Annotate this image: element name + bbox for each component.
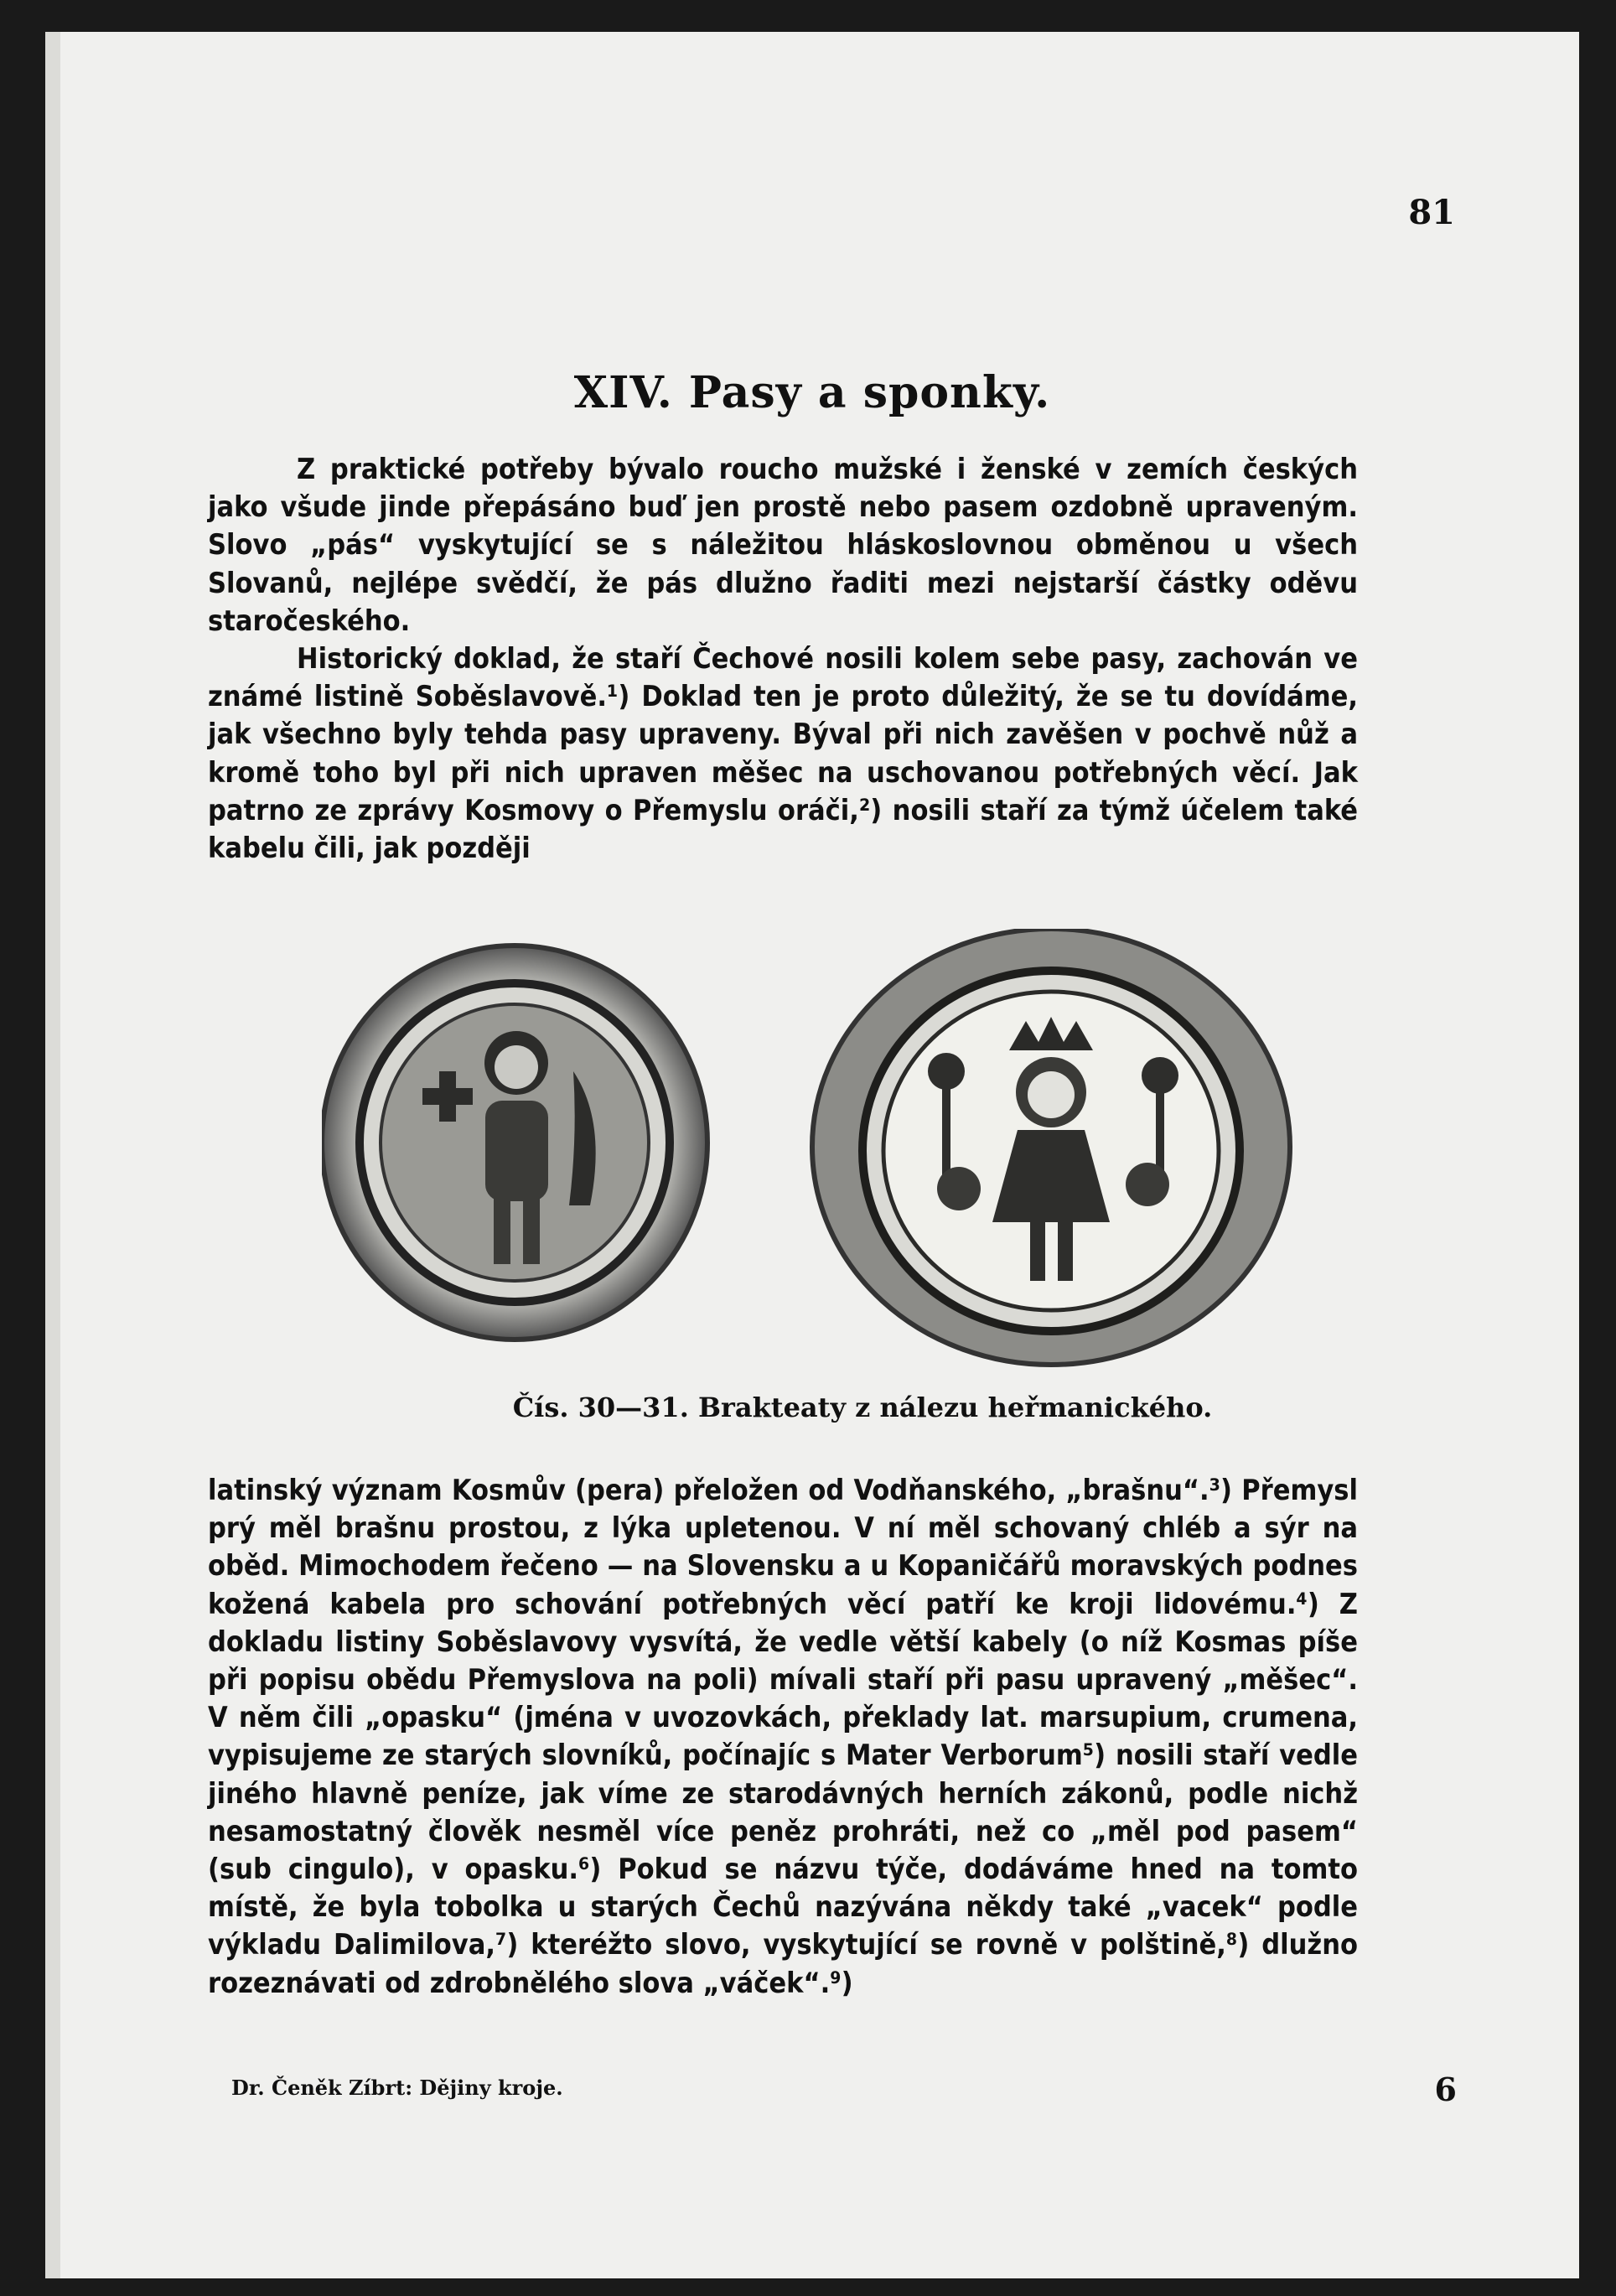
- paragraph: latinský význam Kosmův (pera) přeložen od Vodňanského, „brašnu“.³) Přemysl prý měl brašnu prostou, z lýka upletenou. V ní měl schovaný chléb a sýr na oběd. Mimochodem řečeno — na Slovensku a u Kopaničářů moravských podnes kožená kabela pro schování potřebných věcí patří ke kroji lidovému.⁴) Z dokladu listiny Soběslavovy vysvítá, že vedle větší kabely (o níž Kosmas píše při popisu obědu Přemyslova na poli) mívali staří při pasu upravený „měšec“. V něm čili „opasku“ (jména v uvozovkách, překlady lat. marsupium, crumena, vypisujeme ze starých slovníků, počínajíc s Mater Verborum⁵) nosili staří vedle jiného hlavně peníze, jak víme ze starodávných herních zákonů, podle nichž nesamostatný člověk nesměl více peněz prohráti, než co „měl pod pasem“ (sub cingulo), v opasku.⁶) Pokud se názvu týče, dodáváme hned na tomto místě, že byla tobolka u starých Čechů nazývána někdy také „vacek“ podle výkladu Dalimilova,⁷) kteréžto slovo, vyskytující se rovně v polštině,⁸) dlužno rozeznávati od zdrobnělého slova „váček“.⁹): [208, 1474, 1358, 2000]
- bracteate-coin-left: [322, 946, 707, 1340]
- figure-bracteates: [322, 929, 1294, 1381]
- bracteate-coin-right: [812, 929, 1290, 1365]
- paragraph: Historický doklad, že staří Čechové nosili kolem sebe pasy, zachován ve známé listině Soběslavově.¹) Doklad ten je proto důležitý, že se tu dovídáme, jak všechno byly tehda pasy upraveny. Býval při nich zavěšen v pochvě nůž a kromě toho byl při nich upraven měšec na uschovanou potřebných věcí. Jak patrno ze zprávy Kosmovy o Přemyslu oráči,²) nosili staří za týmž účelem také kabelu čili, jak později: [208, 642, 1358, 866]
- figure-caption: Čís. 30—31. Brakteaty z nálezu heřmanického.: [512, 1392, 1213, 1423]
- paragraph: Z praktické potřeby bývalo roucho mužské i ženské v zemích českých jako všude jinde přepásáno buď jen prostě nebo pasem ozdobně upraveným. Slovo „pás“ vyskytující se s náležitou hláskoslovnou obměnou u všech Slovanů, nejlépe svědčí, že pás dlužno řaditi mezi nejstarší částky oděvu staročeského.: [208, 453, 1358, 638]
- text-block-bottom: [208, 1472, 1358, 2003]
- text-block-top: [208, 451, 1358, 868]
- signature-line: Dr. Čeněk Zíbrt: Dějiny kroje.: [231, 2076, 563, 2100]
- chapter-title: XIV. Pasy a sponky.: [573, 367, 1051, 418]
- sheet-number: 6: [1434, 2071, 1457, 2108]
- page-number: 81: [1408, 193, 1455, 232]
- book-page: [45, 32, 1579, 2278]
